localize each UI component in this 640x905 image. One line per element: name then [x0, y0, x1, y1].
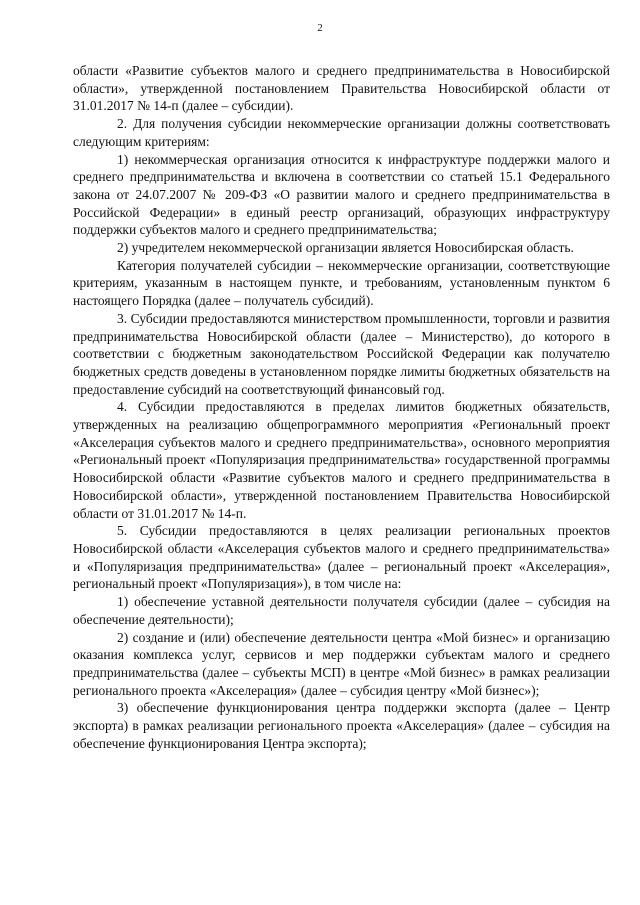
paragraph-recipient-category: Категория получателей субсидии – некоммерческие организации, соответствующие критериям, указанным в настоящем пункте, и требованиям, установленным пунктом 6 настоящего Порядка (далее – получатель субсидий).: [73, 257, 610, 309]
paragraph-5-item-3: 3) обеспечение функционирования центра поддержки экспорта (далее – Центр экспорта) в рамках реализации регионального проекта «Акселерация» (далее – субсидия на обеспечение функционирования Центра экспорта);: [73, 700, 610, 751]
paragraph-5: 5. Субсидии предоставляются в целях реализации региональных проектов Новосибирской области «Акселерация субъектов малого и среднего предпринимательства» и «Популяризация предпринимательства» (далее – региональный проект «Акселерация», региональный проект «Популяризация»), в том числе на:: [73, 523, 610, 592]
paragraph-5-item-1: 1) обеспечение уставной деятельности получателя субсидии (далее – субсидия на обеспечение деятельности);: [73, 594, 610, 627]
paragraph-5-item-2: 2) создание и (или) обеспечение деятельности центра «Мой бизнес» и организацию оказания комплекса услуг, сервисов и мер поддержки субъектам малого и среднего предпринимательства (далее – субъекты МСП) в центре «Мой бизнес» в рамках реализации регионального проекта «Акселерация» (далее – субсидия центру «Мой бизнес»);: [73, 629, 610, 698]
paragraph-4: 4. Субсидии предоставляются в пределах лимитов бюджетных обязательств, утвержденных на реализацию общепрограммного мероприятия «Региональный проект «Акселерация субъектов малого и среднего предпринимательства», основного мероприятия «Региональный проект «Популяризация предпринимательства» государственной программы Новосибирской области «Развитие субъектов малого и среднего предпринимательства в Новосибирской области», утвержденной постановлением Правительства Новосибирской области от 31.01.2017 № 14-п.: [73, 399, 610, 521]
paragraph-2-item-1: 1) некоммерческая организация относится к инфраструктуре поддержки малого и среднего предпринимательства и включена в соответствии со статьей 15.1 Федерального закона от 24.07.2007 № 209-ФЗ «О развитии малого и среднего предпринимательства в Российской Федерации» в единый реестр организаций, образующих инфраструктуру поддержки субъектов малого и среднего предпринимательства;: [73, 151, 610, 238]
page-number: 2: [317, 22, 323, 34]
paragraph-2: 2. Для получения субсидии некоммерческие организации должны соответствовать следующим критериям:: [73, 116, 610, 149]
paragraph-continuation: области «Развитие субъектов малого и среднего предпринимательства в Новосибирской области», утвержденной постановлением Правительства Новосибирской области от 31.01.2017 № 14-п (далее – субсидии).: [73, 63, 610, 114]
paragraph-3: 3. Субсидии предоставляются министерством промышленности, торговли и развития предпринимательства Новосибирской области (далее – Министерство), до которого в соответствии с бюджетным законодательством Российской Федерации как получателю бюджетных средств доведены в установленном порядке лимиты бюджетных обязательств на предоставление субсидий на соответствующий финансовый год.: [73, 310, 610, 397]
document-body: [73, 62, 610, 752]
paragraph-2-item-2: 2) учредителем некоммерческой организации является Новосибирская область.: [117, 240, 574, 256]
